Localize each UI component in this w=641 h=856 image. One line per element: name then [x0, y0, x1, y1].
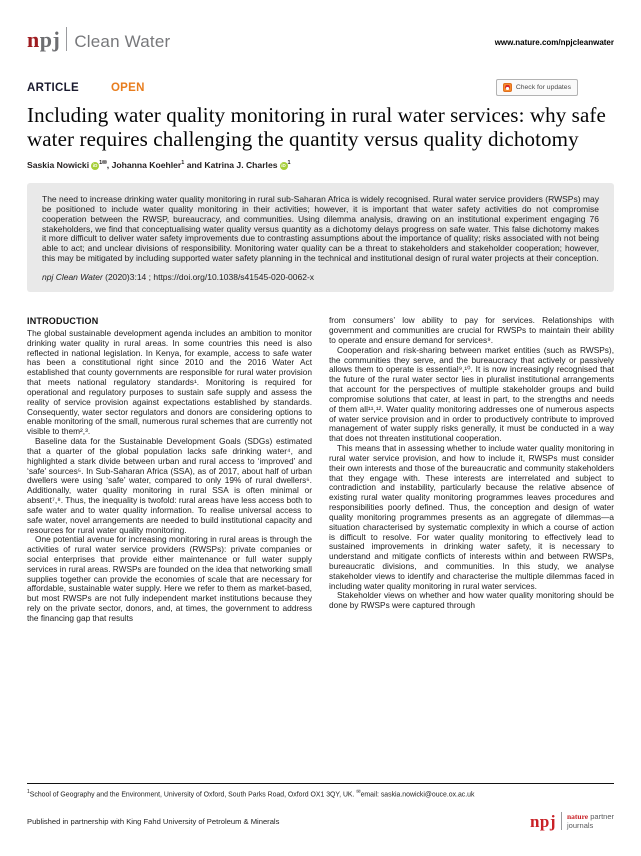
introduction-heading: INTRODUCTION — [27, 316, 99, 327]
citation-line — [42, 272, 599, 282]
abstract-box — [27, 183, 614, 293]
page-footer — [27, 812, 614, 830]
partner-word: partner — [588, 812, 614, 822]
author-3[interactable]: Katrina J. Charles — [204, 159, 278, 170]
journal-masthead — [27, 0, 614, 51]
footer-logo-divider — [561, 812, 562, 830]
citation-doi[interactable]: (2020)3:14 ; https://doi.org/10.1038/s41545-020-0062-x — [102, 272, 315, 283]
paragraph: from consumers’ low ability to pay for services. Relationships with government and communities are crucial for RWSPs to maintain their ability to operate and ensure demand for services⁹. — [329, 315, 614, 345]
orcid-icon[interactable]: iD — [281, 162, 286, 168]
author-1-affiliation-sup: 1 — [99, 159, 103, 166]
orcid-icon[interactable]: iD — [92, 162, 98, 168]
author-separator: and — [184, 159, 205, 170]
paragraph: The global sustainable development agenda includes an ambition to monitor drinking water quality in rural areas. In some countries this need is also reflected in national legislation. In Kenya, for example, access to safe water has been a constitutional right since 2010 and the 2016 Water Act established that county governments are responsible for rural water provision that meets national regulatory standards¹. Monitoring is required for operational and regulatory purposes to sustain safe supply and assess the reality of service provision against expectations established by standards. Consequently, water sector regulators and donors are considering options to enable monitoring of the small, numerous rural schemes that are currently not visible to them²,³. — [27, 327, 312, 437]
npj-pj: pj — [39, 27, 61, 52]
affiliation-sup: 1 — [27, 789, 30, 795]
partner-journals-text — [567, 813, 614, 829]
check-for-updates-button[interactable] — [496, 79, 578, 96]
npj-footer-wordmark: npj — [529, 811, 557, 831]
paragraph: Baseline data for the Sustainable Development Goals (SDGs) estimated that a quarter of the global population lacks safe drinking water⁴, and highlighted a stark divide between urban and rural access to ‘improved’ and ‘safe’ sources⁵. In Sub-Saharan Africa (SSA), as of 2017, about half of urban dwellers were using ‘safe’ water, compared to only 19% of rural dwellers⁶. Additionally, water quality monitoring in rural SSA is often minimal or absent⁷,⁸. Thus, the inequality is twofold: rural areas have less access both to safe water and to water quality information. To realise universal access to safe water, novel arrangements are needed to build institutional capacity and resources for rural water quality monitoring. — [27, 436, 312, 535]
partnership-text: Published in partnership with King Fahd University of Petroleum & Minerals — [27, 816, 280, 826]
npj-wordmark — [27, 29, 60, 51]
author-1[interactable]: Saskia Nowicki — [27, 159, 90, 170]
email-icon[interactable]: ✉ — [102, 159, 107, 166]
footnote-rule — [27, 783, 614, 784]
journal-url-link[interactable]: www.nature.com/npjcleanwater — [494, 38, 614, 47]
left-column — [27, 316, 312, 624]
logo-divider — [66, 27, 67, 51]
email-label: email: — [360, 791, 381, 799]
crossmark-icon — [503, 83, 512, 92]
right-column — [329, 316, 614, 624]
author-3-affiliation-sup: 1 — [287, 159, 291, 166]
nature-wordmark: nature — [567, 812, 589, 822]
email-address-link[interactable]: saskia.nowicki@ouce.ox.ac.uk — [380, 791, 475, 799]
npj-partner-logo — [530, 812, 614, 830]
email-icon: ✉ — [356, 789, 361, 795]
journals-word: journals — [567, 820, 594, 830]
article-meta-row — [27, 82, 614, 94]
paragraph: One potential avenue for increasing monitoring in rural areas is through the activities of rural water service providers (RWSPs): private companies or social enterprises that provide either maintenance or full water supply services in rural areas. RWSPs are founded on the idea that networking small supplies together can provide the economies of scale that are necessary for affordable, sustainable water supply. Here we refer to them as market-based, but most RWSPs are not fully independent market institutions because they rely on the private sector, donors, and, at times, the government to address the financing gap that results — [27, 534, 312, 623]
paragraph: This means that in assessing whether to include water quality monitoring in rural water service provision, and how to include it, RWSPs must consider their own interests and those of the bureaucratic and community stakeholders that they engage with. These interests are interrelated and subject to contradiction and instability, particularly because the relative absence of existing rural water quality monitoring programmes leaves procedures and responsibilities poorly defined. Thus, the conception and design of water quality monitoring programmes presents as an aggregate of dilemmas—a situation characterised by systematic complexity in which a course of action is difficult to resolve. For water quality monitoring to effectively lead to sustained improvements in drinking water safety, it is necessary to understand and mitigate conflicts of interests within and between RWSPs, bureaucratic divisions, and communities. In this study, we analyse stakeholder views to identify and characterise the multiple dilemmas faced in including water quality monitoring in rural water services. — [329, 443, 615, 591]
paragraph: Cooperation and risk-sharing between market entities (such as RWSPs), the communities they serve, and the bureaucracy that actively or passively allows them to operate is essential⁹,¹⁰. It is now increasingly recognised that the future of the rural water sector lies in pluralist institutional arrangements that account for the perspectives of multiple stakeholder groups and build compromise solutions that cater, at least in part, to the strengths and needs of them all¹¹,¹². Water quality monitoring addresses one of numerous aspects of water service provision and in order to productively contribute to improved management of water supply risks generally, it must be conducted in a way that does not threaten institutional cooperation. — [329, 344, 614, 444]
journal-name: Clean Water — [74, 32, 171, 51]
citation-journal: npj Clean Water — [42, 272, 103, 283]
npj-clean-water-logo — [27, 27, 170, 51]
npj-n: n — [27, 27, 40, 52]
affiliation-footnote — [27, 789, 614, 798]
article-type-label: ARTICLE — [27, 82, 79, 94]
author-separator: , — [106, 159, 112, 170]
author-2[interactable]: Johanna Koehler — [111, 159, 182, 170]
author-2-affiliation-sup: 1 — [181, 159, 185, 166]
body-columns — [27, 316, 614, 624]
author-list — [27, 160, 614, 170]
abstract-text: The need to increase drinking water quality monitoring in rural sub-Saharan Africa is widely recognised. Rural water service providers (RWSPs) may be positioned to include water quality monitoring in their activities; however, it is important that water safety activities do not compromise cooperation between the RWSP, bureaucracy, and communities. Using dilemma analysis, drawing on an institutional experiment engaging 76 stakeholders, we find that conceptualising water quality versus quantity as a dichotomy delays progress on safe water. This false dichotomy makes it more difficult to deliver water safety improvements due to contrasting assumptions about the importance of quality; risks associated with not being able to act; and unclear divisions of responsibility. Monitoring water quality can be a threat to stakeholders and stakeholder cooperation; however, this may be mitigated by including supported water safety planning in the technical and institutional design of rural water projects at their conception. — [42, 193, 599, 264]
affiliation-text: School of Geography and the Environment, University of Oxford, South Parks Road, Oxford OX1 3QY, UK. — [29, 791, 357, 799]
page-bottom — [27, 783, 614, 830]
check-for-updates-label: Check for updates — [515, 84, 571, 91]
open-access-label: OPEN — [110, 82, 145, 94]
paragraph: Stakeholder views on whether and how water quality monitoring should be done by RWSPs were captured through — [329, 590, 614, 611]
article-title: Including water quality monitoring in rural water services: why safe water requires challenging the quantity versus quality dichotomy — [27, 103, 606, 152]
